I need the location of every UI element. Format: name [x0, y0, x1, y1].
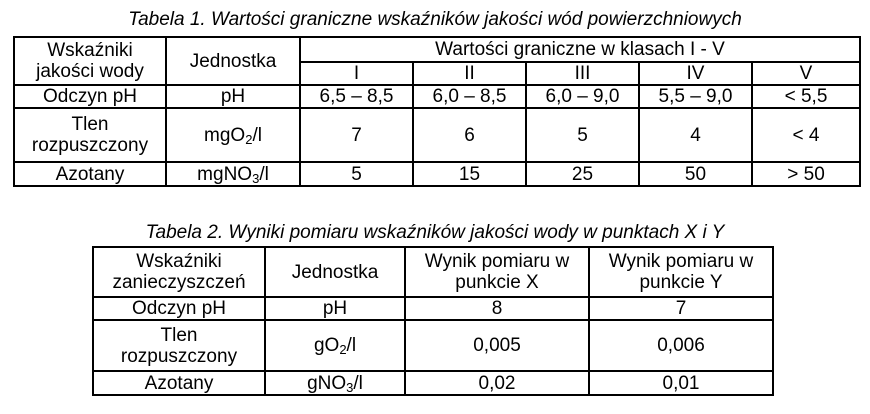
value-cell: 6,5 – 8,5	[300, 85, 413, 108]
indicator-cell: Odczyn pH	[93, 297, 265, 320]
class-header: V	[752, 62, 860, 85]
indicator-header: Wskaźniki zanieczyszczeń	[93, 247, 265, 297]
unit-header: Jednostka	[265, 247, 405, 297]
value-cell: 50	[639, 162, 752, 186]
table-row	[93, 371, 773, 395]
value-cell: 5	[526, 108, 639, 162]
value-cell: 25	[526, 162, 639, 186]
indicator-cell: Azotany	[93, 371, 265, 395]
value-cell: 15	[413, 162, 526, 186]
indicator-cell: Tlen rozpuszczony	[14, 108, 166, 162]
class-header: III	[526, 62, 639, 85]
value-cell: < 5,5	[752, 85, 860, 108]
table-row	[14, 85, 860, 108]
value-cell: < 4	[752, 108, 860, 162]
result-y-cell: 0,006	[589, 320, 773, 371]
table-row	[14, 108, 860, 162]
table-row	[14, 162, 860, 186]
result-y-header: Wynik pomiaru w punkcie Y	[589, 247, 773, 297]
classes-group-header: Wartości graniczne w klasach I - V	[300, 37, 860, 62]
result-x-header: Wynik pomiaru w punkcie X	[405, 247, 589, 297]
value-cell: 4	[639, 108, 752, 162]
measurement-results-table	[92, 246, 774, 396]
table-row	[93, 320, 773, 371]
class-header: IV	[639, 62, 752, 85]
class-header: II	[413, 62, 526, 85]
class-header: I	[300, 62, 413, 85]
result-x-cell: 0,02	[405, 371, 589, 395]
unit-cell: mgNO$_3$/l	[166, 162, 300, 186]
result-y-cell: 7	[589, 297, 773, 320]
unit-cell: $gO_2/l$	[265, 320, 405, 371]
unit-cell: gNO$_3$/l	[265, 371, 405, 395]
table1-caption: Tabela 1. Wartości graniczne wskaźników jakości wód powierzchniowych	[128, 9, 742, 30]
table-row	[93, 297, 773, 320]
table2-caption: Tabela 2. Wyniki pomiaru wskaźników jakości wody w punktach X i Y	[145, 222, 725, 243]
unit-cell: pH	[166, 85, 300, 108]
value-cell: > 50	[752, 162, 860, 186]
unit-header: Jednostka	[166, 37, 300, 85]
result-y-cell: 0,01	[589, 371, 773, 395]
limit-values-table	[13, 36, 861, 187]
value-cell: 6,0 – 8,5	[413, 85, 526, 108]
indicator-header: Wskaźniki jakości wody	[14, 37, 166, 85]
unit-cell: mgO$_2$/l	[166, 108, 300, 162]
indicator-cell: Azotany	[14, 162, 166, 186]
result-x-cell: 0,005	[405, 320, 589, 371]
indicator-cell: Odczyn pH	[14, 85, 166, 108]
value-cell: 5,5 – 9,0	[639, 85, 752, 108]
value-cell: 6	[413, 108, 526, 162]
value-cell: 7	[300, 108, 413, 162]
indicator-cell: Tlen rozpuszczony	[93, 320, 265, 371]
unit-cell: pH	[265, 297, 405, 320]
value-cell: 6,0 – 9,0	[526, 85, 639, 108]
result-x-cell: 8	[405, 297, 589, 320]
value-cell: 5	[300, 162, 413, 186]
